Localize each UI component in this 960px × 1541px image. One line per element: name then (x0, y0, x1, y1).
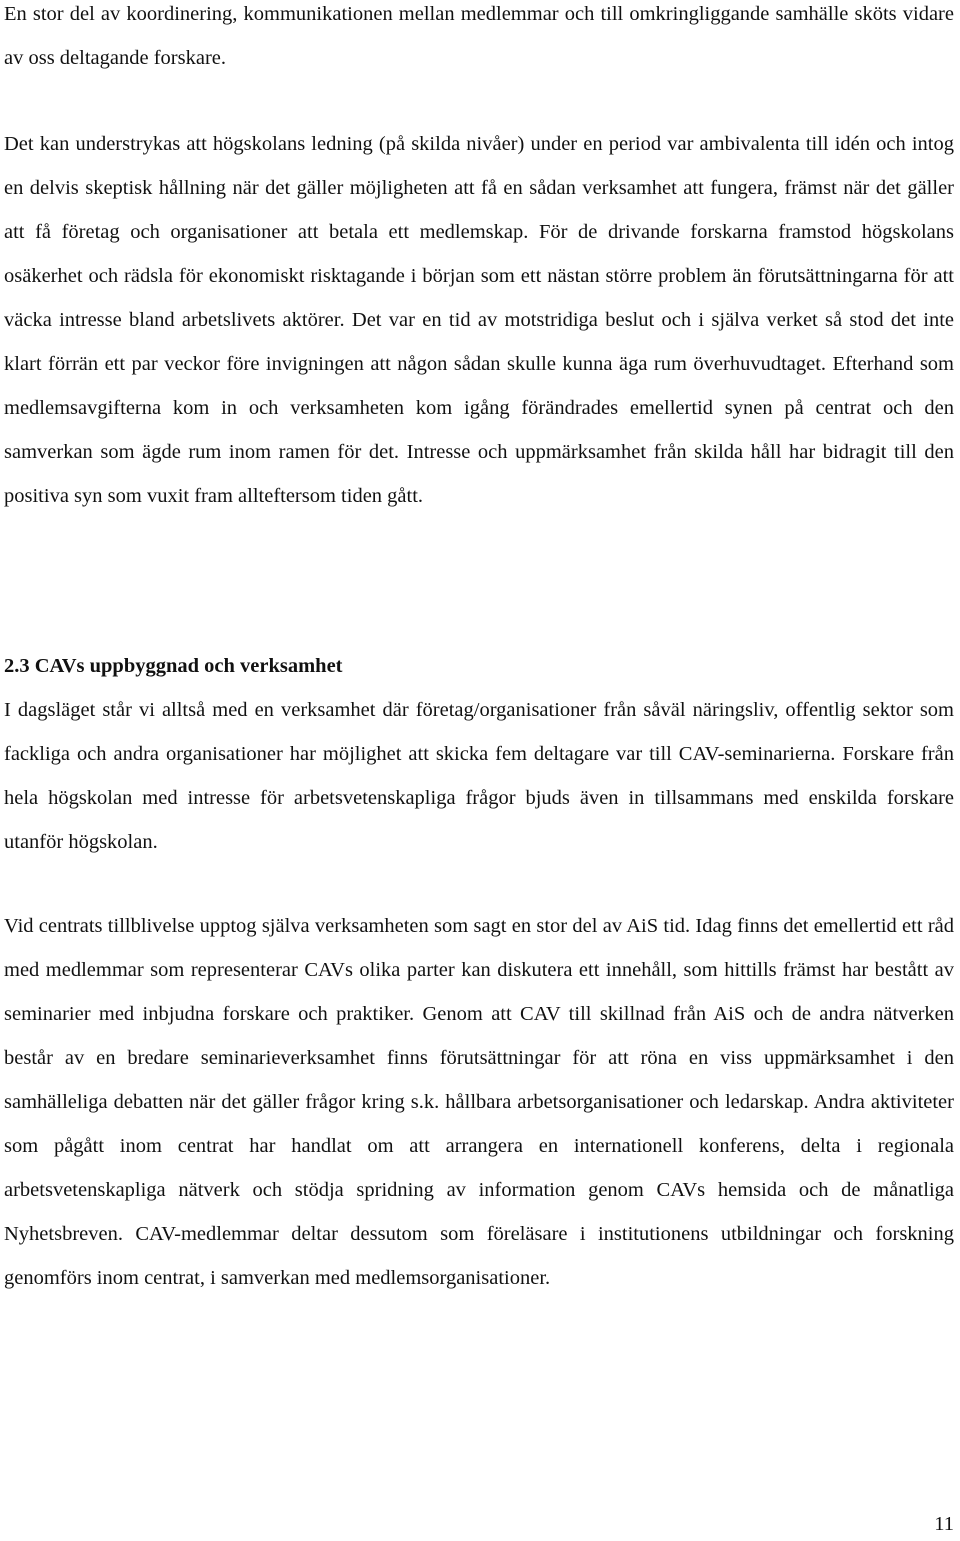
paragraph-centre-council: Vid centrats tillblivelse upptog själva verksamheten som sagt en stor del av AiS tid. Idag finns det emellertid ett råd med medlemmar som representerar CAVs olika parter kan diskutera ett innehåll, som hittills främst har bestått av seminarier med inbjudna forskare och praktiker. Genom att CAV till skillnad från AiS och de andra nätverken består av en bredare seminarieverksamhet finns förutsättningar för att röna en viss uppmärksamhet i den samhälleliga debatten när det gäller frågor kring s.k. hållbara arbetsorganisationer och ledarskap. Andra aktiviteter som pågått inom centrat har handlat om att arrangera en internationell konferens, delta i regionala arbetsvetenskapliga nätverk och stödja spridning av information genom CAVs hemsida och de månatliga Nyhetsbreven. CAV-medlemmar deltar dessutom som föreläsare i institutionens utbildningar och forskning genomförs inom centrat, i samverkan med medlemsorganisationer. (4, 915, 954, 1289)
paragraph-current-activity: I dagsläget står vi alltså med en verksamhet där företag/organisationer från såväl näringsliv, offentlig sektor som fackliga och andra organisationer har möjlighet att skicka fem deltagare var till CAV-seminarierna. Forskare från hela högskolan med intresse för arbetsvetenskapliga frågor bjuds även in tillsammans med enskilda forskare utanför högskolan. (4, 699, 954, 853)
page-number: 11 (934, 1513, 954, 1535)
paragraph-coordination: En stor del av koordinering, kommunikationen mellan medlemmar och till omkringliggande samhälle sköts vidare av oss deltagande forskare. (4, 3, 954, 69)
paragraph-management-ambivalence: Det kan understrykas att högskolans ledning (på skilda nivåer) under en period var ambivalenta till idén och intog en delvis skeptisk hållning när det gäller möjligheten att få en sådan verksamhet att fungera, främst när det gäller att få företag och organisationer att betala ett medlemskap. För de drivande forskarna framstod högskolans osäkerhet och rädsla för ekonomiskt risktagande i början som ett nästan större problem än förutsättningarna för att väcka intresse bland arbetslivets aktörer. Det var en tid av motstridiga beslut och i själva verket så stod det inte klart förrän ett par veckor före invigningen att någon sådan skulle kunna äga rum överhuvudtaget. Efterhand som medlemsavgifterna kom in och verksamheten kom igång förändrades emellertid synen på centrat och den samverkan som ägde rum inom ramen för det. Intresse och uppmärksamhet från skilda håll har bidragit till den positiva syn som vuxit fram allteftersom tiden gått. (4, 133, 954, 507)
section-heading: 2.3 CAVs uppbyggnad och verksamhet (4, 655, 343, 677)
